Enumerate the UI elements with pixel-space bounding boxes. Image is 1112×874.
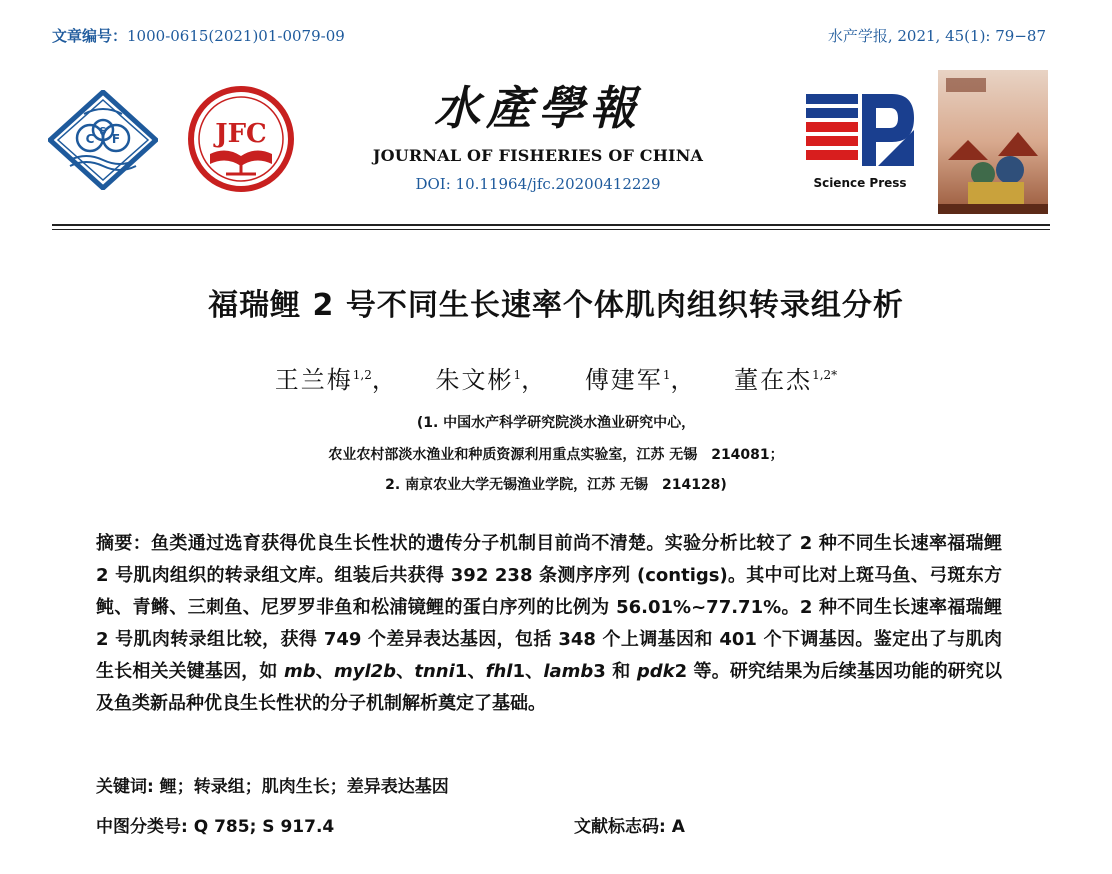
csf-logo bbox=[48, 90, 158, 190]
science-press-caption: Science Press bbox=[813, 176, 907, 190]
author-separator: ， bbox=[521, 366, 548, 394]
author-name: 朱文彬 bbox=[435, 366, 514, 394]
abstract bbox=[96, 528, 1002, 720]
csf-letter-c: C bbox=[85, 132, 95, 146]
jfc-logo bbox=[186, 84, 296, 194]
abstract-label: 摘要： bbox=[96, 533, 152, 554]
author-name: 傅建军 bbox=[584, 366, 663, 394]
author-2 bbox=[436, 366, 548, 394]
gene-separator: 、 bbox=[315, 661, 334, 682]
author-4 bbox=[734, 366, 837, 394]
header-rule-thin bbox=[52, 229, 1050, 230]
journal-info-bar bbox=[52, 22, 1046, 48]
keywords-label: 关键词: bbox=[96, 777, 160, 797]
gene-suffix: 1 bbox=[512, 661, 525, 682]
journal-cover-image bbox=[938, 70, 1048, 214]
gene-suffix: 1 bbox=[454, 661, 468, 682]
author-affil-mark: 1,2* bbox=[812, 368, 838, 382]
abstract-text-part1: 鱼类通过选育获得优良生长性状的遗传分子机制目前尚不清楚。实验分析比较了 2 种不同生长速率福瑞鲤 2 号肌肉组织的转录组文库。组装后共获得 392 238 条测序序列 (contigs)。其中可比对上斑马鱼、弓斑东方鲀、青鳉、三刺鱼、尼罗罗非鱼和松浦镜鲤的蛋白序列的比例为 56.01%~77.71%。2 种不同生长速率福瑞鲤 2 号肌肉转录组比较，获得 749 个差异表达基因，包括 348 个上调基因和 401 个下调基因。鉴定出了与肌肉生长相关关键基因，如 bbox=[96, 533, 1003, 682]
science-press-logo bbox=[800, 88, 920, 208]
author-name: 董在杰 bbox=[734, 366, 813, 394]
header-rule-thick bbox=[52, 224, 1050, 226]
author-affil-mark: 1,2 bbox=[352, 368, 372, 382]
gene-suffix: 2 bbox=[674, 661, 688, 682]
keywords bbox=[96, 772, 449, 797]
paper-title: 福瑞鲤 2 号不同生长速率个体肌肉组织转录组分析 bbox=[208, 288, 904, 323]
clc-number bbox=[96, 812, 334, 837]
document-code bbox=[574, 812, 685, 837]
gene-name: pdk bbox=[636, 661, 675, 682]
doi-link[interactable]: DOI: 10.11964/jfc.20200412229 bbox=[415, 175, 661, 193]
journal-title-en: JOURNAL OF FISHERIES OF CHINA bbox=[372, 146, 704, 165]
jfc-letters: JFC bbox=[215, 119, 267, 149]
csf-letter-f: F bbox=[111, 132, 121, 146]
author-separator: ， bbox=[371, 366, 398, 394]
author-affil-mark: 1 bbox=[662, 368, 671, 382]
gene-separator: 、 bbox=[467, 661, 486, 682]
gene-conjunction: 和 bbox=[605, 661, 637, 682]
gene-name: mb bbox=[284, 661, 316, 682]
gene-suffix: 3 bbox=[593, 661, 606, 682]
gene-name: lamb bbox=[543, 661, 594, 682]
author-affil-mark: 1 bbox=[513, 368, 522, 382]
gene-separator: 、 bbox=[396, 661, 415, 682]
csf-letter-s: S bbox=[99, 126, 107, 137]
author-name: 王兰梅 bbox=[274, 366, 353, 394]
affiliation-line-3: 2. 南京农业大学无锡渔业学院，江苏 无锡 214128) bbox=[385, 477, 727, 493]
affiliation-line-2: 农业农村部淡水渔业和种质资源利用重点实验室，江苏 无锡 214081； bbox=[328, 447, 784, 463]
gene-name: myl2b bbox=[333, 661, 397, 682]
article-number bbox=[52, 25, 345, 46]
document-code-label: 文献标志码: bbox=[574, 817, 672, 837]
abstract-text-part2: 等。研究结果为后续基因功能的研究以及鱼类新品种优良生长性状的分子机制解析奠定了基础。 bbox=[96, 661, 1003, 714]
affiliation-line-1: (1. 中国水产科学研究院淡水渔业研究中心， bbox=[416, 415, 696, 431]
gene-separator: 、 bbox=[525, 661, 544, 682]
citation: 水产学报, 2021, 45(1): 79−87 bbox=[827, 26, 1046, 45]
author-3 bbox=[585, 366, 697, 394]
article-number-value: 1000-0615(2021)01-0079-09 bbox=[127, 26, 345, 45]
journal-title-cn: 水產學報 bbox=[434, 81, 642, 135]
author-list bbox=[0, 360, 1112, 395]
keywords-text: 鲤；转录组；肌肉生长；差异表达基因 bbox=[159, 777, 449, 797]
gene-name: tnni bbox=[414, 661, 455, 682]
gene-name: fhl bbox=[485, 661, 513, 682]
article-number-label: 文章编号： bbox=[52, 26, 128, 45]
author-1 bbox=[275, 366, 398, 394]
clc-value: Q 785; S 917.4 bbox=[193, 817, 335, 837]
document-code-value: A bbox=[671, 817, 685, 837]
clc-label: 中图分类号: bbox=[96, 817, 194, 837]
masthead bbox=[348, 78, 728, 193]
journal-header bbox=[48, 66, 1050, 218]
author-separator: ， bbox=[670, 366, 697, 394]
